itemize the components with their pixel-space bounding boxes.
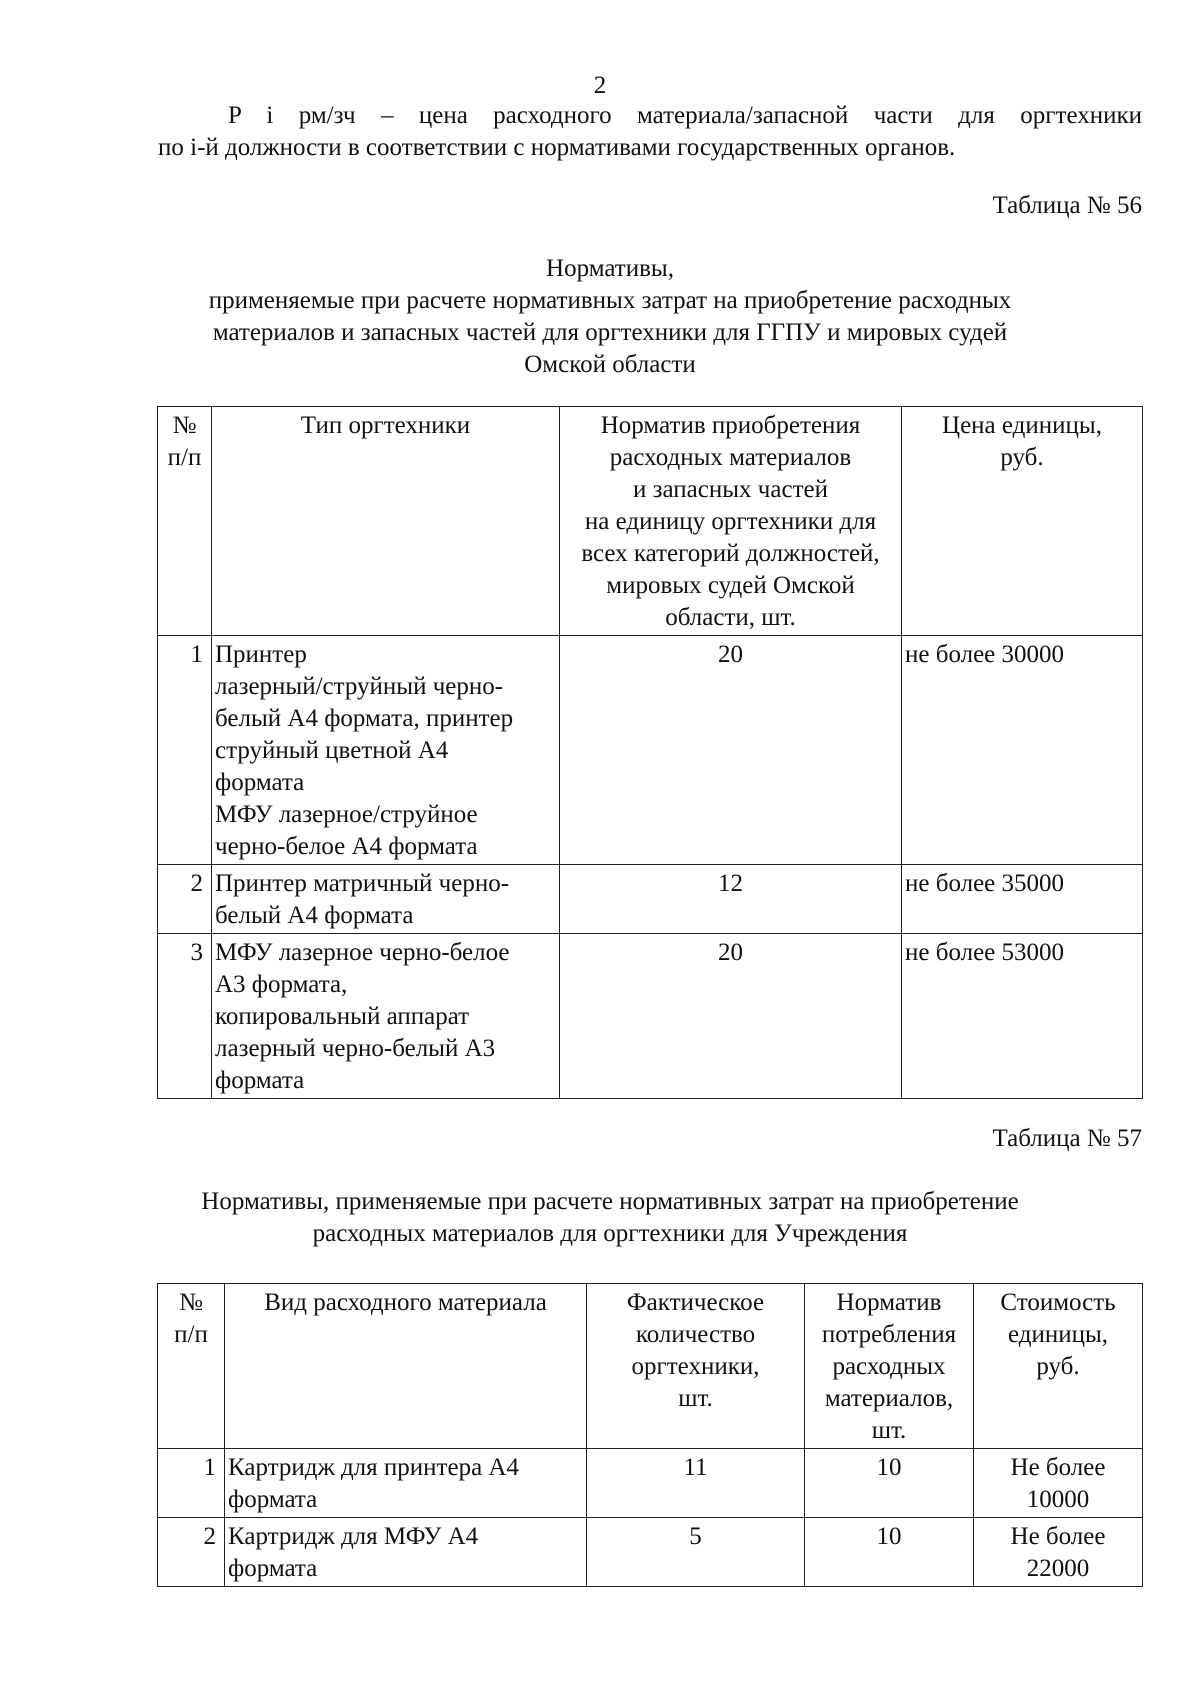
- intro-paragraph: [158, 100, 1142, 164]
- cell-norm: 10: [805, 1518, 974, 1587]
- table-header-row: [158, 407, 1143, 636]
- caption-line: материалов и запасных частей для оргтехники для ГГПУ и мировых судей: [212, 319, 1008, 346]
- header-norm: Норматив приобретения расходных материалов и запасных частей на единицу оргтехники для всех категорий должностей, мировых судей Омской области, шт.: [560, 407, 902, 636]
- table-row: [158, 934, 1143, 1099]
- caption-line: Омской области: [524, 351, 696, 378]
- table-57: [157, 1283, 1143, 1587]
- caption-line: применяемые при расчете нормативных затрат на приобретение расходных: [208, 287, 1012, 314]
- cell-norm: 12: [560, 865, 902, 934]
- cell-qty: 11: [587, 1449, 805, 1518]
- caption-line: Нормативы,: [546, 255, 674, 282]
- cell-price: не более 35000: [902, 865, 1143, 934]
- header-type: Тип оргтехники: [212, 407, 560, 636]
- caption-line: расходных материалов для оргтехники для Учреждения: [312, 1220, 908, 1247]
- cell-num: 1: [158, 636, 212, 865]
- cell-qty: 5: [587, 1518, 805, 1587]
- table-row: [158, 865, 1143, 934]
- page-number: 2: [593, 72, 607, 99]
- cell-num: 1: [158, 1449, 225, 1518]
- table-row: [158, 1449, 1143, 1518]
- cell-type: Принтер матричный черно- белый А4 формата: [212, 865, 560, 934]
- cell-num: 2: [158, 865, 212, 934]
- table-56: [157, 406, 1143, 1099]
- cell-price: не более 30000: [902, 636, 1143, 865]
- cell-num: 2: [158, 1518, 225, 1587]
- cell-num: 3: [158, 934, 212, 1099]
- cell-cost: Не более 10000: [974, 1449, 1143, 1518]
- caption-line: Нормативы, применяемые при расчете нормативных затрат на приобретение: [201, 1188, 1019, 1215]
- table-56-label: Таблица № 56: [992, 192, 1142, 219]
- table-row: [158, 636, 1143, 865]
- cell-kind: Картридж для принтера А4 формата: [225, 1449, 587, 1518]
- header-norm: Норматив потребления расходных материалов, шт.: [805, 1284, 974, 1449]
- cell-kind: Картридж для МФУ А4 формата: [225, 1518, 587, 1587]
- header-qty: Фактическое количество оргтехники, шт.: [587, 1284, 805, 1449]
- table-row: [158, 1518, 1143, 1587]
- table-57-label: Таблица № 57: [992, 1125, 1142, 1152]
- header-num: № п/п: [158, 1284, 225, 1449]
- header-kind: Вид расходного материала: [225, 1284, 587, 1449]
- header-cost: Стоимость единицы, руб.: [974, 1284, 1143, 1449]
- cell-type: МФУ лазерное черно-белое А3 формата, копировальный аппарат лазерный черно-белый А3 формата: [212, 934, 560, 1099]
- cell-type: Принтер лазерный/струйный черно- белый А4 формата, принтер струйный цветной А4 формата МФУ лазерное/струйное черно-белое А4 формата: [212, 636, 560, 865]
- cell-cost: Не более 22000: [974, 1518, 1143, 1587]
- table-header-row: [158, 1284, 1143, 1449]
- intro-line-1: P i рм/зч – цена расходного материала/запасной части для оргтехники: [228, 102, 1142, 129]
- header-num: № п/п: [158, 407, 212, 636]
- table-56-caption: [130, 253, 1090, 381]
- cell-price: не более 53000: [902, 934, 1143, 1099]
- header-price: Цена единицы, руб.: [902, 407, 1143, 636]
- intro-line-2: по i-й должности в соответствии с нормативами государственных органов.: [158, 134, 956, 161]
- cell-norm: 20: [560, 636, 902, 865]
- cell-norm: 20: [560, 934, 902, 1099]
- table-57-caption: [130, 1186, 1090, 1250]
- cell-norm: 10: [805, 1449, 974, 1518]
